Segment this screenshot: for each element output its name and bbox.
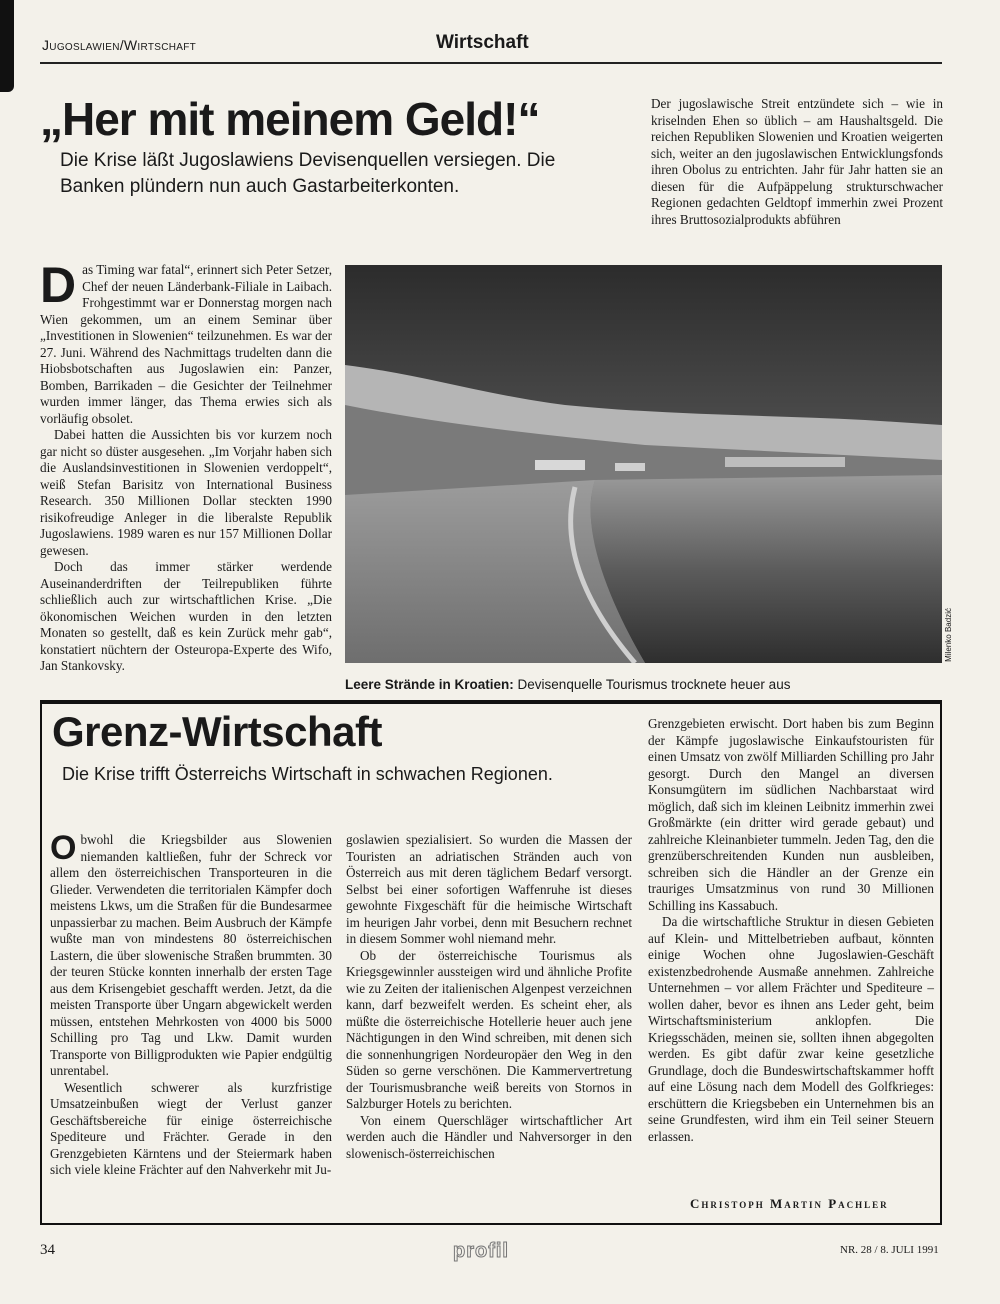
photo-caption-bold: Leere Strände in Kroatien:: [345, 677, 514, 692]
article1-deck: Die Krise läßt Jugoslawiens Devisenquellen versiegen. Die Banken plündern nun auch Gastarbeiterkonten.: [60, 150, 556, 197]
section-label: Jugoslawien/Wirtschaft: [42, 37, 197, 53]
article2-deck: Die Krise trifft Österreichs Wirtschaft in schwachen Regionen.: [62, 764, 553, 784]
article1-paragraph-2: Dabei hatten die Aussichten bis vor kurzem noch gar nicht so düster ausgesehen. „Im Vorjahr haben sich die Auslandsinvestitionen in Slowenien verdoppelt“, weiß Stefan Barisitz von International Business Research. 350 Millionen Dollar steckten 1990 risikofreudige Anleger in die liberalste Republik Jugoslawiens. 1989 waren es nur 157 Millionen Dollar gewesen.: [40, 427, 332, 558]
article2-paragraph-3: goslawien spezialisiert. So wurden die Massen der Touristen an adriatischen Stränden auch von Österreich aus mit deren täglichem Bedarf versorgt. Selbst bei einer sofortigen Waffenruhe ist dieses gewohnte Fixgeschäft für die heimische Wirtschaft im heurigen Jahr vorbei, denn mit Besuchern rechnet in diesem Sommer wohl niemand mehr.: [346, 832, 632, 946]
department-title: Wirtschaft: [436, 32, 529, 53]
article2-paragraph-5: Von einem Querschläger wirtschaftlicher Art werden auch die Händler und Nahversorger in den slowenisch-österreichischen: [346, 1112, 632, 1161]
issue-info: NR. 28 / 8. JULI 1991: [840, 1244, 939, 1256]
article2-paragraph-6: Grenzgebieten erwischt. Dort haben bis zum Beginn der Kämpfe jugoslawische Einkaufstouristen für einen Umsatz von zwölf Milliarden Schilling pro Jahr gesorgt. Durch den Mangel an diversen Konsumgütern im südlichen Nachbarstaat wird möglich, daß sich im kleinen Leibnitz immerhin zwei Großmärkte (ein dritter wird gerade gebaut) und zahlreiche Kleinanbieter tummeln. Jeden Tag, den die grenzüberschreitenden Kunden nun ausbleiben, schreiben sich die Händler an der Grenze ein trauriges Umsatzminus von rund 30 Millionen Schilling ins Kassabuch.: [648, 716, 934, 913]
article2-headline: Grenz-Wirtschaft: [52, 708, 382, 755]
article2-paragraph-1: Obwohl die Kriegsbilder aus Slowenien niemanden kaltließen, fuhr der Schreck vor allem den österreichischen Transporteuren in die Glieder. Verwendeten die territorialen Kämpfer doch meistens Lkws, um die Straßen für die Bundesarmee unpassierbar zu machen. Beim Ausbruch der Kämpfe wußte man von mindestens 80 österreichischen Lastern, die über slowenische Straßen brummten. 30 der teuren Stücke konnten innerhalb der ersten Tage aus dem Krisengebiet geschafft werden. Jetzt, da die meisten Transporte über Ungarn abgewickelt werden müssen, entstehen Mehrkosten von 4000 bis 5000 Schilling pro Tag und Lkw. Damit wurden Transporte von Billigprodukten wie Papier endgültig unrentabel.: [50, 829, 332, 1078]
article1-dropcap: D: [40, 257, 77, 313]
article2-column-2: [346, 832, 632, 1162]
article2-byline: Christoph Martin Pachler: [690, 1196, 889, 1211]
article2-column-3: [648, 716, 934, 1145]
article2-paragraph-4: Ob der österreichische Tourismus als Kriegsgewinnler aussteigen wird und ähnliche Profite wie zu Zeiten der italienischen Algenpest verzeichnen kann, darf bezweifelt werden. Es scheint eher, als müßte die österreichische Hotellerie heuer auch jene Nächtigungen in den Wind schreiben, mit denen sich die sonnenhungrigen Nordeuropäer den Weg in den Süden so gerne verschönen. Die Kammervertretung der Tourismusbranche weiß bereits von Stornos in Salzburger Hotels zu berichten.: [346, 947, 632, 1111]
article1-intro-text: Der jugoslawische Streit entzündete sich – wie in kriselnden Ehen so üblich – am Haushaltsgeld. Die reichen Republiken Slowenien und Kroatien weigerten sich, weiter an den jugoslawischen Entwicklungsfonds ihren Obolus zu entrichten. Jahr für Jahr hatten sie an diesen für die Aufpäppelung strukturschwacher Regionen gedachten Geldtopf immerhin zwei Prozent ihres Bruttosozialprodukts abführen: [651, 96, 943, 227]
photo-caption: [345, 677, 790, 692]
page-number: 34: [40, 1242, 55, 1258]
header-rule: [40, 62, 942, 64]
photo-credit: Milenko Badzić: [944, 608, 953, 662]
beach-photo-illustration: [345, 265, 942, 663]
article2-column-1: [50, 829, 332, 1179]
article1-body: [40, 257, 332, 675]
article2-paragraph-7: Da die wirtschaftliche Struktur in diesen Gebieten auf Klein- und Mittelbetrieben aufbaut, könnten einige Wochen ohne Jugoslawien-Geschäft existenzbedrohende Ausmaße annehmen. Zahlreiche Unternehmen – vor allem Frächter und Spediteure – wollen daher, bevor es ihnen ans Leder geht, beim Wirtschaftsministerium anklopfen. Die Kriegsschäden, meinen sie, sollten ihnen abgegolten werden. Es gibt dafür zwar keine gesetzliche Grundlage, doch die Bundeswirtschaftskammer hofft auf eine Lösung nach dem Modell des Golfkrieges: erschüttern die Kriegsbeben ein Unternehmen bis an seine Grundfesten, wird ihm ein Teil seiner Steuern erlassen.: [648, 914, 934, 1144]
article1-paragraph-3: Doch das immer stärker werdende Auseinanderdriften der Teilrepubliken führte schließlich auch zur wirtschaftlichen Krise. „Die ökonomischen Weichen wurden in den letzten Monaten so gestellt, daß es kein Zurück mehr gab“, konstatiert nüchtern der Osteuropa-Experte des Wifo, Jan Stankovsky.: [40, 559, 332, 673]
article1-paragraph-1: Das Timing war fatal“, erinnert sich Peter Setzer, Chef der neuen Länderbank-Filiale in Laibach. Frohgestimmt war er Donnerstag morgen nach Wien gekommen, um an einem Seminar über „Investitionen in Slowenien“ teilzunehmen. Es war der 27. Juni. Während des Nachmittags trudelten dann die Hiobsbotschaften aus Jugoslawien ein: Panzer, Bomben, Barrikaden – die Gesichter der Teilnehmer wurden immer länger, das Thema erwies sich als vorläufig obsolet.: [40, 257, 332, 426]
article1-intro: [651, 96, 943, 228]
beach-photo: [345, 265, 942, 663]
article2-dropcap: O: [50, 829, 77, 867]
page-edge-mark: [0, 0, 14, 92]
magazine-logo: profil: [453, 1240, 509, 1262]
article2-paragraph-2: Wesentlich schwerer als kurzfristige Umsatzeinbußen wiegt der Verlust ganzer Geschäftsbereiche für einige österreichische Spediteure und Frächter. Gerade in den Grenzgebieten Kärntens und der Steiermark haben sich viele kleine Frächter auf den Nahverkehr mit Ju-: [50, 1079, 332, 1177]
article1-headline: „Her mit meinem Geld!“: [40, 93, 540, 145]
photo-caption-text: Devisenquelle Tourismus trocknete heuer aus: [513, 677, 791, 692]
